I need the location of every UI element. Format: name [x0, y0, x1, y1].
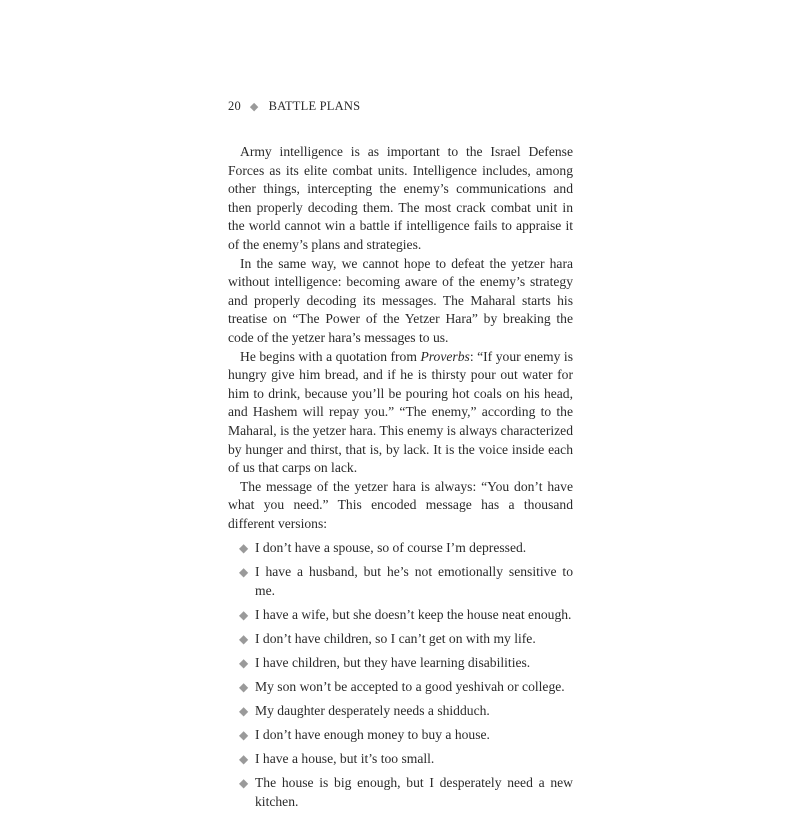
list-item	[228, 606, 573, 625]
list-item	[228, 563, 573, 600]
diamond-bullet-icon: ◆	[239, 751, 249, 766]
paragraph	[228, 348, 573, 478]
list-item	[228, 654, 573, 673]
item-text: I have a husband, but he’s not emotionally sensitive to me.	[255, 564, 573, 599]
page-number: 20	[228, 99, 241, 113]
item-text: My daughter desperately needs a shidduch.	[255, 702, 490, 718]
item-text: I don’t have enough money to buy a house.	[255, 726, 490, 742]
diamond-bullet-icon: ◆	[239, 727, 249, 742]
running-title: BATTLE PLANS	[268, 99, 361, 113]
list-item	[228, 726, 573, 745]
list-item	[228, 678, 573, 697]
diamond-bullet-icon: ◆	[239, 608, 249, 623]
item-text: I have a wife, but she doesn’t keep the house neat enough.	[255, 607, 572, 623]
text: He begins with a quotation from	[240, 348, 421, 364]
paragraph: In the same way, we cannot hope to defeat the yetzer hara without intelligence: becoming aware of the enemy’s strategy and properly decoding its messages. The Maharal starts his treatise on “The Power of the Yetzer Hara” by breaking the code of the yetzer hara’s messages to us.	[228, 255, 573, 345]
diamond-bullet-icon: ◆	[239, 679, 249, 694]
item-text: My son won’t be accepted to a good yeshivah or college.	[255, 678, 565, 694]
diamond-bullet-icon: ◆	[239, 632, 249, 647]
running-header	[228, 99, 360, 114]
diamond-bullet-icon: ◆	[239, 656, 249, 670]
list-item	[228, 702, 573, 721]
list-item	[228, 774, 573, 811]
item-text: I have a house, but it’s too small.	[255, 750, 435, 766]
item-text: The house is big enough, but I desperately need a new kitchen.	[255, 774, 573, 809]
diamond-bullet-icon: ◆	[239, 541, 249, 556]
text: : “If your enemy is hungry give him bread, and if he is thirsty pour out water for him to drink, because you’ll be pouring hot coals on his head, and Hashem will repay you.” “The enemy,” according to the Maharal, is the yetzer hara. This enemy is always characterized by hunger and thirst, that is, by lack. It is the voice inside each of us that carps on lack.	[228, 348, 573, 476]
paragraph: Army intelligence is as important to the Israel Defense Forces as its elite combat units. Intelligence includes, among other things, intercepting the enemy’s communications and then properly decoding them. The most crack combat unit in the world cannot win a battle if intelligence fails to appraise it of the enemy’s plans and strategies.	[228, 144, 573, 252]
list-item	[228, 630, 573, 649]
paragraph: The message of the yetzer hara is always: “You don’t have what you need.” This encoded message has a thousand different versions:	[228, 478, 573, 531]
diamond-bullet-icon: ◆	[239, 565, 249, 580]
bullet-list	[228, 539, 573, 811]
item-text: I don’t have a spouse, so of course I’m depressed.	[255, 540, 527, 556]
item-text: I have children, but they have learning disabilities.	[255, 655, 531, 670]
list-item	[228, 750, 573, 769]
diamond-bullet-icon: ◆	[239, 703, 249, 718]
diamond-icon: ◆	[249, 101, 259, 113]
diamond-bullet-icon: ◆	[239, 775, 249, 790]
list-item	[228, 539, 573, 558]
body-text	[228, 143, 573, 817]
item-text: I don’t have children, so I can’t get on with my life.	[255, 631, 536, 647]
book-title: Proverbs	[420, 348, 470, 364]
